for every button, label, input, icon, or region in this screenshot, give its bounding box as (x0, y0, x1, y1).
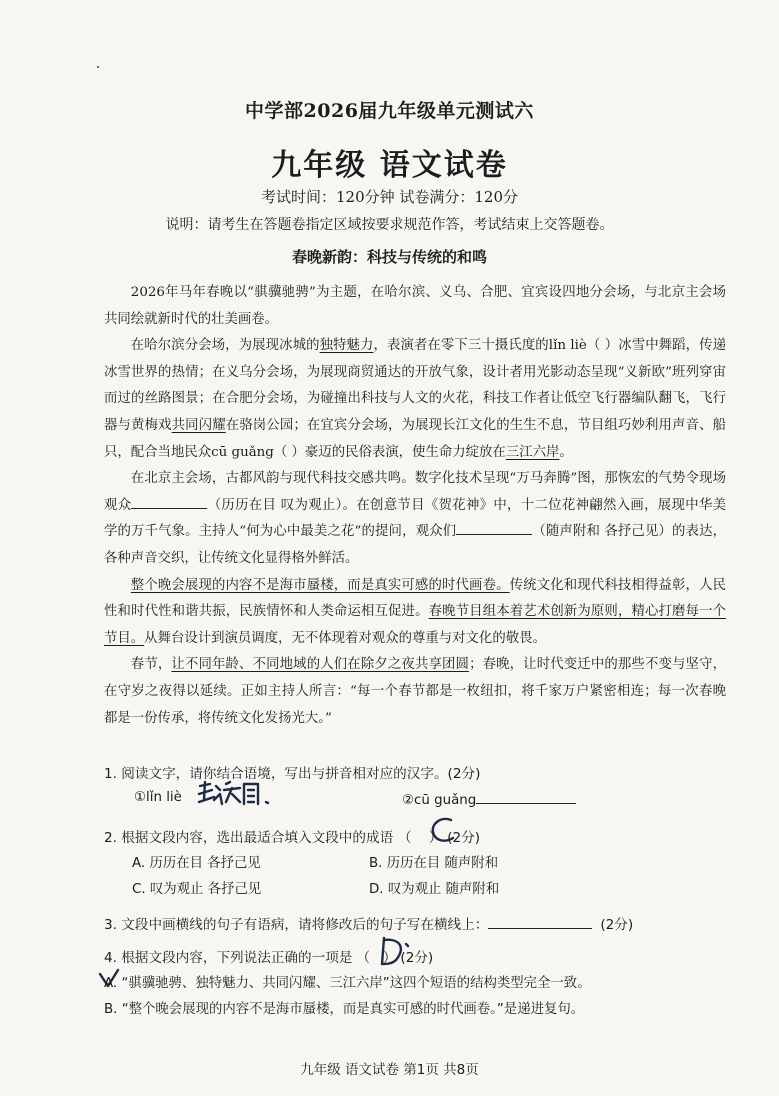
q1-part-b (402, 790, 576, 808)
handwritten-answer-1 (196, 778, 288, 808)
text-run: （随声附和 各抒己见）的表达，各种声音交织，让传统文化显得格外鲜活。 (104, 524, 726, 566)
text-run: ；春晚，让时代变迁中的那些不变与坚守，在守岁之夜得以延续。正如主持人所言：“每一个春节都是一枚纽扣，将千家万户紧密相连；每一次春晚都是一份传承，将传统文化发扬光大。” (104, 657, 727, 726)
text-run: （ ）豪迈的民俗表演，使生命力绽放在 (273, 444, 506, 460)
passage (104, 280, 726, 732)
paragraph-3 (104, 466, 726, 572)
text-run: 在北京主会场，古都风韵与现代科技交感共鸣。数字化技术呈现“万马奔腾”图，那恢宏的气势令现场观众 (104, 471, 726, 513)
text-run: 从舞台设计到演员调度，无不体现着对观众的尊重与对文化的敬畏。 (144, 630, 546, 646)
page-title: 九年级 语文试卷 (271, 148, 508, 183)
q1-part-b-label: ②cū guǎng (402, 793, 477, 808)
question-1: 1. 阅读文字，请你结合语境，写出与拼音相对应的汉字。(2分) (104, 766, 481, 782)
underlined-phrase: 独特魅力 (319, 338, 374, 354)
q4-option-a[interactable]: A. “骐骥驰骋、独特魅力、共同闪耀、三江六岸”这四个短语的结构类型完全一致。 (104, 976, 591, 991)
q2-option-c[interactable]: C. 叹为观止 各抒己见 (132, 882, 262, 897)
question-2 (104, 826, 480, 846)
answer-line[interactable] (488, 915, 592, 929)
question-3 (104, 913, 633, 933)
handwritten-answer-4 (374, 934, 414, 968)
answer-parens[interactable]: （ ） (397, 830, 443, 846)
q1-part-a: ①lǐn liè (134, 790, 182, 805)
answer-line[interactable] (476, 790, 576, 804)
text-run: 。 (559, 444, 573, 460)
pinyin: cū guǎng (211, 444, 274, 460)
text-run: 春节， (130, 657, 172, 673)
question-4-text: 4. 根据文段内容，下列说法正确的一项是 (104, 950, 353, 966)
fill-blank (456, 521, 532, 535)
q2-option-d[interactable]: D. 叹为观止 随声附和 (369, 882, 500, 897)
text-run: 在骆岗公园；在宜宾分会场，为展现长江文化的生生不息，节目组巧妙利用声音、船只，配合当地民众 (104, 417, 727, 460)
school-line: 中学部2026届九年级单元测试六 (245, 100, 534, 122)
question-3-text: 3. 文段中画横线的句子有语病，请将修改后的句子写在横线上： (104, 917, 489, 933)
question-2-text: 2. 根据文段内容，选出最适合填入文段中的成语 (104, 830, 394, 846)
exam-note: 说明：请考生在答题卷指定区域按要求规范作答，考试结束上交答题卷。 (165, 217, 614, 233)
text-run: 在哈尔滨分会场，为展现冰城的 (130, 338, 320, 354)
paragraph-4 (104, 573, 726, 653)
text-run: （历历在目 叹为观止）。在创意节目《贺花神》中，十二位花神翩然入画，展现中华美学的万千气象。主持人“何为心中最美之花”的提问，观众们 (104, 497, 726, 540)
text-run: 传统文化和现代科技相得益彰，人民性和时代性和谐共振，民族情怀和人类命运相互促进。 (104, 577, 727, 620)
q2-option-a[interactable]: A. 历历在目 各抒己见 (132, 856, 261, 871)
q2-option-b[interactable]: B. 历历在目 随声附和 (369, 856, 499, 871)
underlined-sentence: 整个晚会展现的内容不是海市蜃楼，而是真实可感的时代画卷。 (130, 577, 510, 593)
underlined-sentence: 让不同年龄、不同地域的人们在除夕之夜共享团圆 (171, 657, 470, 673)
underlined-phrase: 三江六岸 (505, 444, 560, 460)
paragraph-2 (104, 333, 726, 466)
paragraph-5 (104, 652, 726, 732)
exam-meta: 考试时间：120分钟 试卷满分：120分 (260, 188, 519, 206)
q4-option-b[interactable]: B. “整个晚会展现的内容不是海市蜃楼，而是真实可感的时代画卷。”是递进复句。 (104, 1002, 585, 1017)
article-title: 春晚新韵：科技与传统的和鸣 (291, 248, 487, 266)
score: (2分) (400, 950, 434, 966)
fill-blank (131, 495, 207, 509)
score: (2分) (447, 830, 481, 846)
page-footer: 九年级 语文试卷 第1页 共8页 (300, 1062, 479, 1078)
pinyin: lǐn liè (548, 338, 587, 354)
answer-parens[interactable]: （ ） (356, 950, 397, 966)
paragraph-1: 2026年马年春晚以“骐骥驰骋”为主题，在哈尔滨、义乌、合肥、宜宾设四地分会场，与北京主会场共同绘就新时代的壮美画卷。 (104, 285, 726, 327)
underlined-sentence: 春晚节目组本着艺术创新为原则，精心打磨每一个节目。 (104, 604, 727, 646)
score: (2分) (600, 917, 634, 933)
underlined-phrase: 共同闪耀 (171, 417, 226, 433)
text-run: （ ）冰雪中舞蹈，传递冰雪世界的热情；在义乌分会场，为展现商贸通达的开放气象，设计者用光影动态呈现“义新欧”班列穿宙而过的丝路图景；在合肥分会场，为碰撞出科技与人文的火花，科技工作者让低空飞行器编队翻飞，飞行器与黄梅戏 (104, 338, 727, 433)
text-run: ，表演者在零下三十摄氏度的 (373, 338, 549, 354)
speck (97, 66, 99, 68)
handwritten-answer-2 (425, 814, 461, 846)
